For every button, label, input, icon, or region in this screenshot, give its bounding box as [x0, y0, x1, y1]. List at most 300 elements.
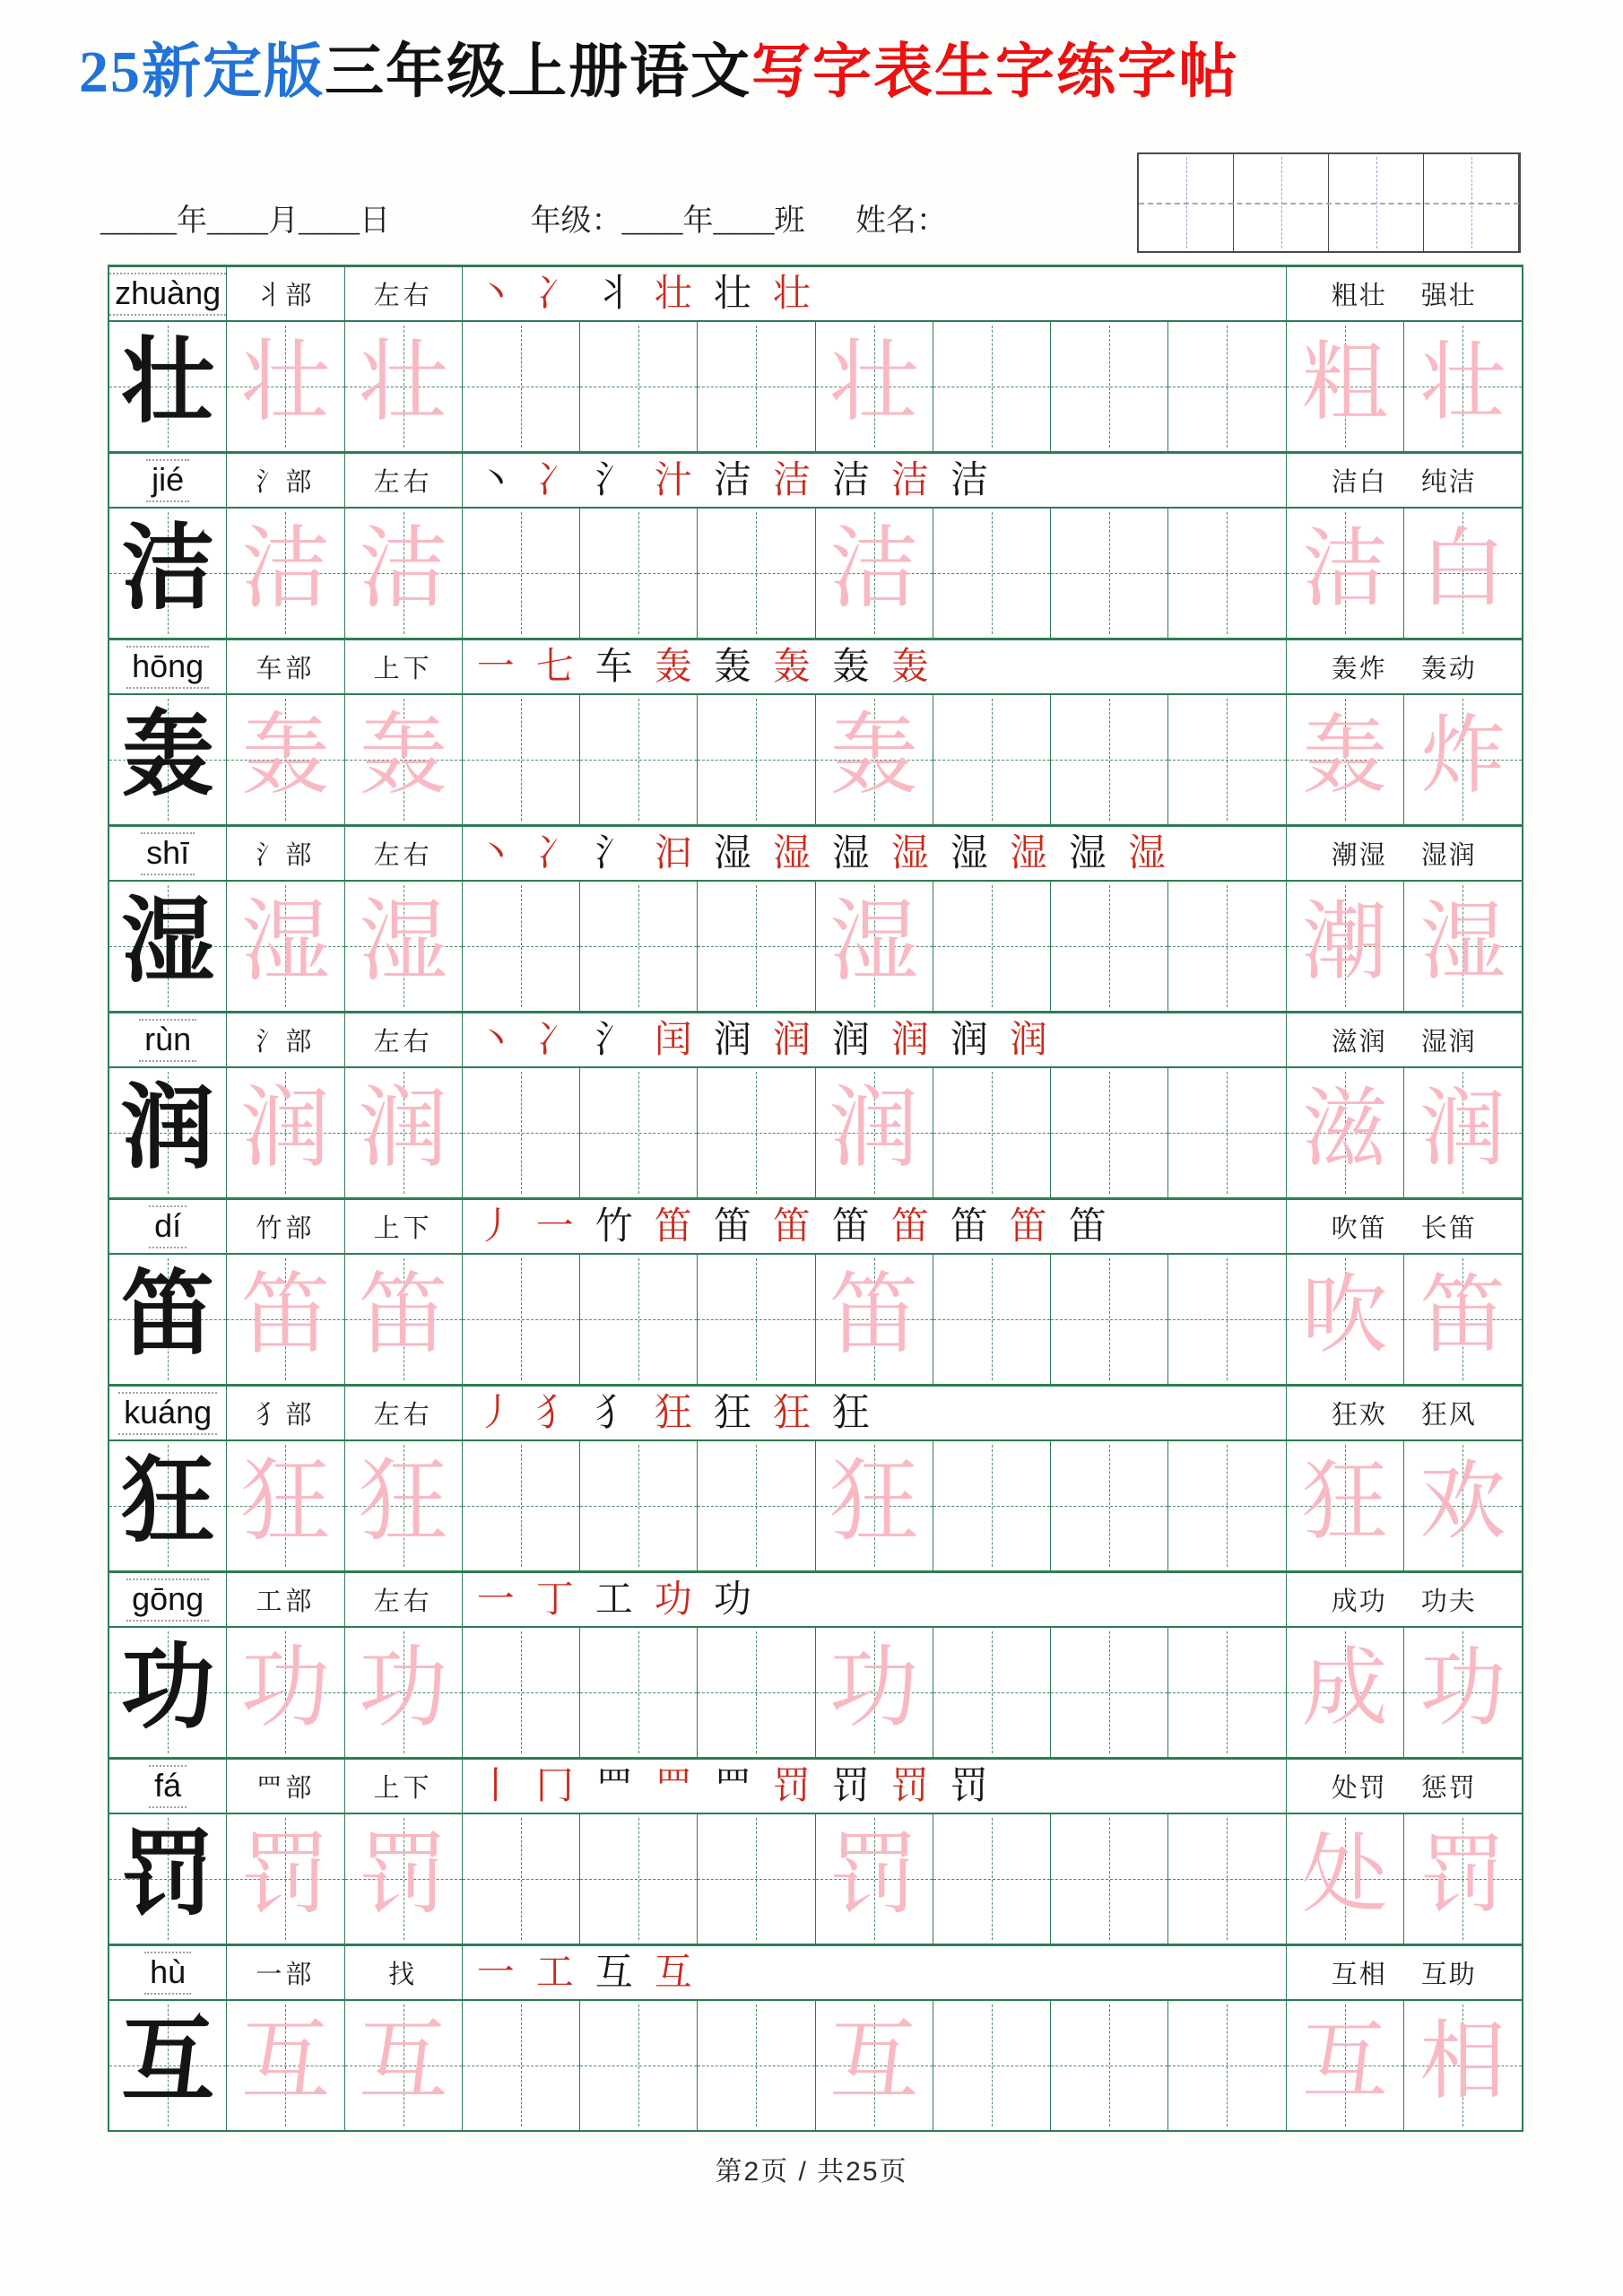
practice-cell: [463, 1068, 580, 1197]
trace-character: 湿: [829, 892, 919, 992]
radical-cell: [227, 1760, 344, 1813]
practice-cell: [1287, 1628, 1404, 1757]
stroke-step: 湿: [890, 832, 929, 874]
trace-word-character: 欢: [1419, 1454, 1506, 1551]
practice-cell: [1051, 1628, 1168, 1757]
practice-row: [109, 1441, 1522, 1570]
practice-row: [109, 695, 1522, 824]
practice-cell: [1051, 882, 1168, 1011]
character-block: [109, 1011, 1522, 1197]
practice-cell: [816, 1255, 933, 1384]
practice-cell: [345, 1441, 463, 1570]
practice-cell: [109, 1068, 227, 1197]
stroke-step: 一: [476, 1952, 515, 1994]
trace-word-character: 壮: [1419, 335, 1506, 431]
example-word: 湿润: [1420, 1028, 1477, 1057]
practice-cell: [698, 695, 815, 824]
stroke-step: 湿: [1068, 832, 1107, 874]
stroke-step: 罒: [595, 1765, 633, 1807]
pinyin-label: shī: [141, 832, 195, 875]
trace-character: 洁: [358, 519, 448, 619]
practice-cell: [816, 1441, 933, 1570]
character-header-row: [109, 824, 1522, 882]
practice-cell: [580, 1255, 698, 1384]
stroke-order-cell: [463, 1760, 1287, 1813]
practice-cell: [1051, 322, 1168, 451]
stroke-step: 犭: [595, 1392, 633, 1434]
radical-label: 车部: [256, 655, 316, 683]
practice-cell: [345, 322, 463, 451]
structure-label: 左右: [373, 468, 433, 497]
trace-word-character: 白: [1419, 521, 1506, 618]
practice-row: [109, 322, 1522, 451]
stroke-step: 笛: [654, 1205, 692, 1248]
practice-cell: [463, 2001, 580, 2130]
practice-cell: [463, 695, 580, 824]
grade-class-blanks: 年级：____年____班: [530, 204, 805, 238]
example-word: 惩罚: [1420, 1774, 1477, 1803]
trace-character: 润: [829, 1079, 919, 1178]
stroke-step: 润: [950, 1019, 988, 1061]
practice-cell: [1168, 1068, 1286, 1197]
trace-word-character: 潮: [1301, 894, 1388, 991]
practice-cell: [933, 1255, 1051, 1384]
practice-table: [108, 265, 1523, 2132]
stroke-step: 犭: [535, 1392, 574, 1434]
example-word: 湿润: [1420, 841, 1477, 870]
practice-cell: [816, 695, 933, 824]
model-character: 润: [121, 1076, 215, 1180]
stroke-step: 冂: [535, 1765, 574, 1807]
practice-cell: [227, 509, 344, 638]
trace-word-character: 成: [1301, 1640, 1388, 1737]
practice-cell: [698, 882, 815, 1011]
practice-cell: [933, 1628, 1051, 1757]
practice-cell: [816, 2001, 933, 2130]
stroke-step: 一: [535, 1205, 574, 1248]
example-word: 处罚: [1331, 1774, 1387, 1803]
trace-character: 湿: [240, 892, 331, 992]
trace-word-character: 吹: [1301, 1267, 1388, 1364]
radical-label: 罒部: [256, 1774, 316, 1803]
stroke-step: 冫: [535, 459, 574, 501]
practice-cell: [1404, 1628, 1522, 1757]
practice-cell: [109, 509, 227, 638]
radical-label: 一部: [256, 1961, 316, 1989]
character-block: [109, 1757, 1522, 1944]
practice-cell: [1287, 1441, 1404, 1570]
example-word: 长笛: [1420, 1214, 1477, 1243]
trace-word-character: 轰: [1301, 708, 1388, 804]
practice-cell: [1404, 2001, 1522, 2130]
stroke-step: 狂: [831, 1392, 870, 1434]
stroke-step: 轰: [713, 646, 751, 688]
stroke-step: 汁: [654, 459, 692, 501]
model-character: 壮: [121, 330, 215, 434]
practice-cell: [227, 1255, 344, 1384]
character-block: [109, 1570, 1522, 1757]
pinyin-cell: [109, 1387, 227, 1439]
stroke-step: 湿: [1009, 832, 1047, 874]
practice-cell: [227, 1441, 344, 1570]
radical-cell: [227, 1573, 344, 1626]
stroke-order-cell: [463, 1200, 1287, 1253]
practice-row: [109, 509, 1522, 638]
practice-cell: [816, 1628, 933, 1757]
trace-character: 轰: [358, 706, 448, 805]
example-words-cell: [1287, 1760, 1523, 1813]
model-character: 轰: [121, 703, 215, 807]
stroke-order-cell: [463, 1573, 1287, 1626]
stroke-step: 丁: [535, 1578, 574, 1621]
practice-cell: [698, 1255, 815, 1384]
radical-cell: [227, 1387, 344, 1439]
stroke-step: 润: [890, 1019, 929, 1061]
trace-word-character: 狂: [1301, 1454, 1388, 1551]
trace-character: 笛: [358, 1265, 448, 1365]
stroke-step: 轰: [654, 646, 692, 688]
radical-label: 竹部: [256, 1214, 316, 1243]
example-word: 洁白: [1331, 468, 1387, 497]
stroke-step: 润: [831, 1019, 870, 1061]
stroke-step: 狂: [713, 1392, 751, 1434]
stroke-step: 狂: [772, 1392, 811, 1434]
example-words-cell: [1287, 827, 1523, 880]
stroke-step: 一: [476, 1578, 515, 1621]
trace-character: 润: [358, 1079, 448, 1178]
practice-cell: [227, 322, 344, 451]
structure-cell: [345, 267, 463, 320]
practice-cell: [1287, 882, 1404, 1011]
example-words-cell: [1287, 454, 1523, 507]
character-block: [109, 1944, 1522, 2130]
stroke-step: 笛: [713, 1205, 751, 1248]
pinyin-label: jié: [146, 459, 189, 502]
stroke-order-cell: [463, 454, 1287, 507]
practice-cell: [227, 1068, 344, 1197]
stroke-step: 罚: [831, 1765, 870, 1807]
stroke-step: 润: [772, 1019, 811, 1061]
pinyin-cell: [109, 827, 227, 880]
trace-word-character: 罚: [1419, 1827, 1506, 1924]
practice-cell: [1051, 1255, 1168, 1384]
stroke-step: 洁: [772, 459, 811, 501]
pinyin-cell: [109, 1946, 227, 1999]
stroke-order-cell: [463, 1946, 1287, 1999]
stroke-step: 笛: [1009, 1205, 1047, 1248]
practice-cell: [816, 509, 933, 638]
practice-cell: [1287, 1814, 1404, 1944]
practice-cell: [698, 1441, 815, 1570]
practice-cell: [580, 882, 698, 1011]
stroke-step: 罚: [950, 1765, 988, 1807]
structure-cell: [345, 827, 463, 880]
pinyin-label: kuáng: [118, 1392, 217, 1435]
title-edition: 25新定版: [79, 39, 325, 105]
example-word: 互相: [1331, 1961, 1387, 1989]
structure-label: 找: [388, 1961, 419, 1989]
trace-character: 润: [240, 1079, 331, 1178]
structure-label: 上下: [373, 1214, 433, 1243]
example-word: 互助: [1420, 1961, 1477, 1989]
practice-cell: [463, 1628, 580, 1757]
structure-label: 左右: [373, 282, 433, 310]
practice-cell: [580, 1068, 698, 1197]
character-block: [109, 1197, 1522, 1384]
model-character: 湿: [121, 890, 215, 994]
example-word: 强壮: [1420, 282, 1477, 310]
stroke-step: 冫: [535, 273, 574, 315]
stroke-step: 汩: [654, 832, 692, 874]
stroke-step: 轰: [772, 646, 811, 688]
stroke-step: 七: [535, 646, 574, 688]
practice-cell: [933, 882, 1051, 1011]
trace-word-character: 功: [1419, 1640, 1506, 1737]
radical-label: 工部: [256, 1587, 316, 1616]
practice-cell: [1404, 1068, 1522, 1197]
model-character: 狂: [121, 1449, 215, 1553]
practice-cell: [816, 1068, 933, 1197]
practice-cell: [1168, 1255, 1286, 1384]
practice-cell: [1287, 322, 1404, 451]
practice-cell: [698, 2001, 815, 2130]
example-word: 纯洁: [1420, 468, 1477, 497]
trace-character: 轰: [240, 706, 331, 805]
structure-label: 左右: [373, 1401, 433, 1430]
radical-label: 氵部: [256, 468, 316, 497]
stroke-step: 冫: [535, 1019, 574, 1061]
character-header-row: [109, 1384, 1522, 1441]
structure-label: 左右: [373, 841, 433, 870]
practice-cell: [580, 695, 698, 824]
practice-cell: [1168, 695, 1286, 824]
practice-cell: [1168, 1628, 1286, 1757]
example-word: 成功: [1331, 1587, 1387, 1616]
radical-label: 犭部: [256, 1401, 316, 1430]
structure-cell: [345, 1573, 463, 1626]
stroke-step: 笛: [772, 1205, 811, 1248]
trace-character: 壮: [829, 333, 919, 432]
stroke-order-cell: [463, 827, 1287, 880]
stroke-step: 一: [476, 646, 515, 688]
practice-cell: [1287, 2001, 1404, 2130]
practice-cell: [109, 322, 227, 451]
practice-cell: [345, 1814, 463, 1944]
practice-cell: [345, 1628, 463, 1757]
model-character: 笛: [121, 1263, 215, 1367]
trace-word-character: 滋: [1301, 1081, 1388, 1178]
example-words-cell: [1287, 267, 1523, 320]
practice-cell: [463, 322, 580, 451]
stroke-step: 洁: [831, 459, 870, 501]
radical-cell: [227, 640, 344, 693]
character-block: [109, 1384, 1522, 1570]
practice-cell: [345, 1068, 463, 1197]
structure-label: 左右: [373, 1587, 433, 1616]
radical-label: 氵部: [256, 841, 316, 870]
practice-cell: [1287, 1255, 1404, 1384]
practice-cell: [1168, 882, 1286, 1011]
structure-cell: [345, 1760, 463, 1813]
structure-cell: [345, 1946, 463, 1999]
pinyin-label: dí: [149, 1205, 187, 1248]
structure-label: 左右: [373, 1028, 433, 1057]
example-words-cell: [1287, 1573, 1523, 1626]
practice-cell: [345, 1255, 463, 1384]
example-words-cell: [1287, 1200, 1523, 1253]
trace-character: 功: [358, 1639, 448, 1738]
practice-cell: [1168, 1441, 1286, 1570]
practice-row: [109, 2001, 1522, 2130]
practice-cell: [1051, 695, 1168, 824]
pinyin-cell: [109, 1200, 227, 1253]
practice-cell: [109, 1255, 227, 1384]
trace-character: 互: [829, 2012, 919, 2111]
stroke-step: 笛: [831, 1205, 870, 1248]
stroke-order-cell: [463, 1013, 1287, 1066]
structure-cell: [345, 1387, 463, 1439]
practice-cell: [109, 882, 227, 1011]
page-number: 第2页 / 共25页: [715, 2157, 908, 2187]
character-header-row: [109, 1011, 1522, 1068]
character-block: [109, 265, 1522, 451]
practice-cell: [463, 509, 580, 638]
radical-label: 氵部: [256, 1028, 316, 1057]
practice-cell: [227, 882, 344, 1011]
practice-cell: [109, 1628, 227, 1757]
page-title: [79, 23, 1239, 109]
trace-word-character: 处: [1301, 1827, 1388, 1924]
character-block: [109, 638, 1522, 824]
radical-cell: [227, 1200, 344, 1253]
stroke-step: 丶: [476, 273, 515, 315]
structure-cell: [345, 454, 463, 507]
stroke-step: 互: [654, 1952, 692, 1994]
stroke-step: 互: [595, 1952, 633, 1994]
practice-cell: [463, 1441, 580, 1570]
name-grid-centerline: [1139, 203, 1519, 204]
practice-cell: [1404, 1441, 1522, 1570]
stroke-step: 笛: [1068, 1205, 1107, 1248]
trace-word-character: 笛: [1419, 1267, 1506, 1364]
practice-cell: [698, 1628, 815, 1757]
stroke-step: 闰: [654, 1019, 692, 1061]
stroke-step: 丿: [476, 1205, 515, 1248]
practice-cell: [698, 1068, 815, 1197]
title-grade-subject: 三年级上册语文: [325, 39, 751, 105]
model-character: 功: [121, 1636, 215, 1740]
practice-row: [109, 1814, 1522, 1944]
practice-cell: [933, 1814, 1051, 1944]
trace-word-character: 润: [1419, 1081, 1506, 1178]
date-blanks: _____年____月____日: [100, 204, 390, 238]
stroke-step: 氵: [595, 1019, 633, 1061]
stroke-step: 湿: [1127, 832, 1166, 874]
practice-cell: [1404, 1255, 1522, 1384]
practice-cell: [933, 695, 1051, 824]
stroke-step: 丶: [476, 1019, 515, 1061]
practice-cell: [109, 1814, 227, 1944]
stroke-step: 冫: [535, 832, 574, 874]
stroke-step: 润: [713, 1019, 751, 1061]
practice-cell: [1168, 322, 1286, 451]
title-sheet-type: 写字表生字练字帖: [751, 39, 1239, 105]
trace-character: 洁: [240, 519, 331, 619]
practice-cell: [1051, 509, 1168, 638]
stroke-step: 笛: [890, 1205, 929, 1248]
pinyin-cell: [109, 1760, 227, 1813]
practice-cell: [109, 695, 227, 824]
trace-character: 功: [240, 1639, 331, 1738]
practice-cell: [933, 1441, 1051, 1570]
practice-cell: [816, 882, 933, 1011]
radical-cell: [227, 1013, 344, 1066]
trace-character: 壮: [358, 333, 448, 432]
model-character: 洁: [121, 517, 215, 621]
example-word: 狂欢: [1331, 1401, 1387, 1430]
pinyin-label: fá: [149, 1765, 187, 1808]
practice-row: [109, 1255, 1522, 1384]
example-words-cell: [1287, 1387, 1523, 1439]
trace-word-character: 相: [1419, 2013, 1506, 2110]
name-writing-grid: [1137, 152, 1521, 253]
example-word: 粗壮: [1331, 282, 1387, 310]
trace-word-character: 炸: [1419, 708, 1506, 804]
example-word: 吹笛: [1331, 1214, 1387, 1243]
practice-cell: [109, 1441, 227, 1570]
practice-cell: [463, 882, 580, 1011]
model-character: 互: [121, 2009, 215, 2113]
trace-word-character: 洁: [1301, 521, 1388, 618]
stroke-step: 狂: [654, 1392, 692, 1434]
character-header-row: [109, 265, 1522, 322]
character-block: [109, 451, 1522, 638]
practice-cell: [1287, 1068, 1404, 1197]
trace-character: 壮: [240, 333, 331, 432]
trace-character: 狂: [829, 1452, 919, 1552]
stroke-step: 丶: [476, 832, 515, 874]
practice-cell: [227, 1628, 344, 1757]
practice-cell: [227, 1814, 344, 1944]
trace-character: 狂: [240, 1452, 331, 1552]
practice-cell: [816, 1814, 933, 1944]
stroke-step: 壮: [654, 273, 692, 315]
trace-character: 狂: [358, 1452, 448, 1552]
pinyin-cell: [109, 640, 227, 693]
practice-cell: [1168, 509, 1286, 638]
character-header-row: [109, 638, 1522, 695]
stroke-step: 湿: [950, 832, 988, 874]
stroke-step: 工: [535, 1952, 574, 1994]
pinyin-label: hù: [144, 1952, 191, 1995]
pinyin-cell: [109, 1013, 227, 1066]
stroke-step: 壮: [713, 273, 751, 315]
stroke-step: 罒: [713, 1765, 751, 1807]
stroke-step: 湿: [713, 832, 751, 874]
example-word: 滋润: [1331, 1028, 1387, 1057]
stroke-order-cell: [463, 1387, 1287, 1439]
pinyin-label: gōng: [126, 1578, 209, 1622]
trace-character: 笛: [829, 1265, 919, 1365]
practice-cell: [1287, 695, 1404, 824]
character-header-row: [109, 1197, 1522, 1255]
practice-cell: [933, 509, 1051, 638]
stroke-step: 车: [595, 646, 633, 688]
structure-cell: [345, 1013, 463, 1066]
trace-character: 湿: [358, 892, 448, 992]
pinyin-cell: [109, 454, 227, 507]
practice-cell: [109, 2001, 227, 2130]
